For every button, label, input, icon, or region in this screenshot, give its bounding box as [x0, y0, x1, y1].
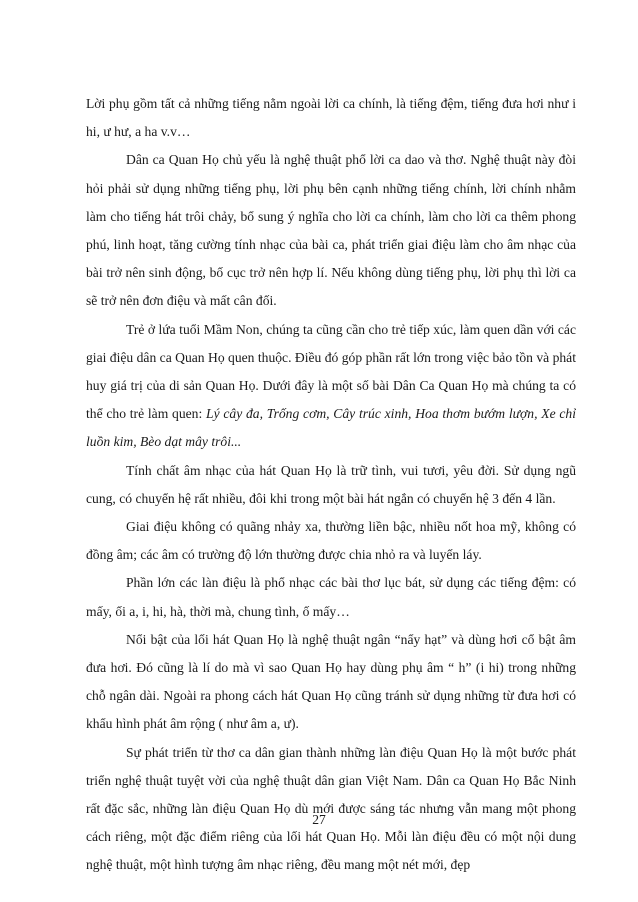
- paragraph-text: Tính chất âm nhạc của hát Quan Họ là trữ tình, vui tươi, yêu đời. Sử dụng ngũ cung, có chuyển hệ rất nhiều, đôi khi trong một bài hát ngắn có chuyển hệ 3 đến 4 lần.: [86, 462, 576, 506]
- paragraph-text: Giai điệu không có quãng nhảy xa, thường liền bậc, nhiều nốt hoa mỹ, không có đồng âm; các âm có trường độ lớn thường được chia nhỏ ra và luyến láy.: [86, 519, 576, 563]
- paragraph-5: [86, 513, 576, 569]
- paragraph-text: Nổi bật của lối hát Quan Họ là nghệ thuật ngân “nẩy hạt” và dùng hơi cổ bật âm đưa hơi. Đó cũng là lí do mà vì sao Quan Họ hay dùng phụ âm “ h” (i hi) trong những chỗ ngân dài. Ngoài ra phong cách hát Quan Họ cũng tránh sử dụng những từ đưa hơi có khẩu hình phát âm rộng ( như âm a, ư).: [86, 631, 576, 732]
- paragraph-2: [86, 146, 576, 315]
- paragraph-text: Dân ca Quan Họ chủ yếu là nghệ thuật phổ lời ca dao và thơ. Nghệ thuật này đòi hỏi phải sử dụng những tiếng phụ, lời phụ bên cạnh những tiếng chính, lời chính nhằm làm cho tiếng hát trôi chảy, bổ sung ý nghĩa cho lời ca chính, làm cho lời ca thêm phong phú, linh hoạt, tăng cường tính nhạc của bài ca, phát triển giai điệu làm cho âm nhạc của bài trở nên sinh động, bố cục trở nên hợp lí. Nếu không dùng tiếng phụ, lời phụ thì lời ca sẽ trở nên đơn điệu và mất cân đối.: [86, 152, 576, 309]
- paragraph-7: [86, 626, 576, 739]
- paragraph-text: Trẻ ở lứa tuổi Mầm Non, chúng ta cũng cần cho trẻ tiếp xúc, làm quen dần với các giai điệu dân ca Quan Họ quen thuộc. Điều đó góp phần rất lớn trong việc bảo tồn và phát huy giá trị của di sản Quan Họ. Dưới đây là một số bài Dân Ca Quan Họ mà chúng ta có thể cho trẻ làm quen:: [86, 321, 576, 422]
- document-body: [86, 90, 576, 880]
- paragraph-3: [86, 316, 576, 457]
- paragraph-1: [86, 90, 576, 146]
- paragraph-text: Phần lớn các làn điệu là phổ nhạc các bài thơ lục bát, sử dụng các tiếng đệm: có mấy, ối a, i, hi, hà, thời mà, chung tình, ố mấy…: [86, 575, 576, 619]
- song-list: Lý cây đa, Trống cơm, Cây trúc xinh, Hoa thơm bướm lượn, Xe chỉ luồn kim, Bèo dạt mây trôi...: [86, 406, 576, 450]
- paragraph-text: Lời phụ gồm tất cả những tiếng nằm ngoài lời ca chính, là tiếng đệm, tiếng đưa hơi như i hi, ư hư, a ha v.v…: [86, 96, 576, 140]
- paragraph-text: Sự phát triển từ thơ ca dân gian thành những làn điệu Quan Họ là một bước phát triển nghệ thuật tuyệt vời của nghệ thuật dân gian Việt Nam. Dân ca Quan Họ Bắc Ninh rất đặc sắc, những làn điệu Quan Họ dù mới được sáng tác nhưng vẫn mang một phong cách riêng, một đặc điểm riêng của lối hát Quan Họ. Mỗi làn điệu đều có một nội dung nghệ thuật, một hình tượng âm nhạc riêng, đều mang một nét mới, đẹp: [86, 744, 576, 873]
- paragraph-4: [86, 457, 576, 513]
- page-number: 27: [312, 812, 326, 827]
- paragraph-8: [86, 739, 576, 880]
- paragraph-6: [86, 569, 576, 625]
